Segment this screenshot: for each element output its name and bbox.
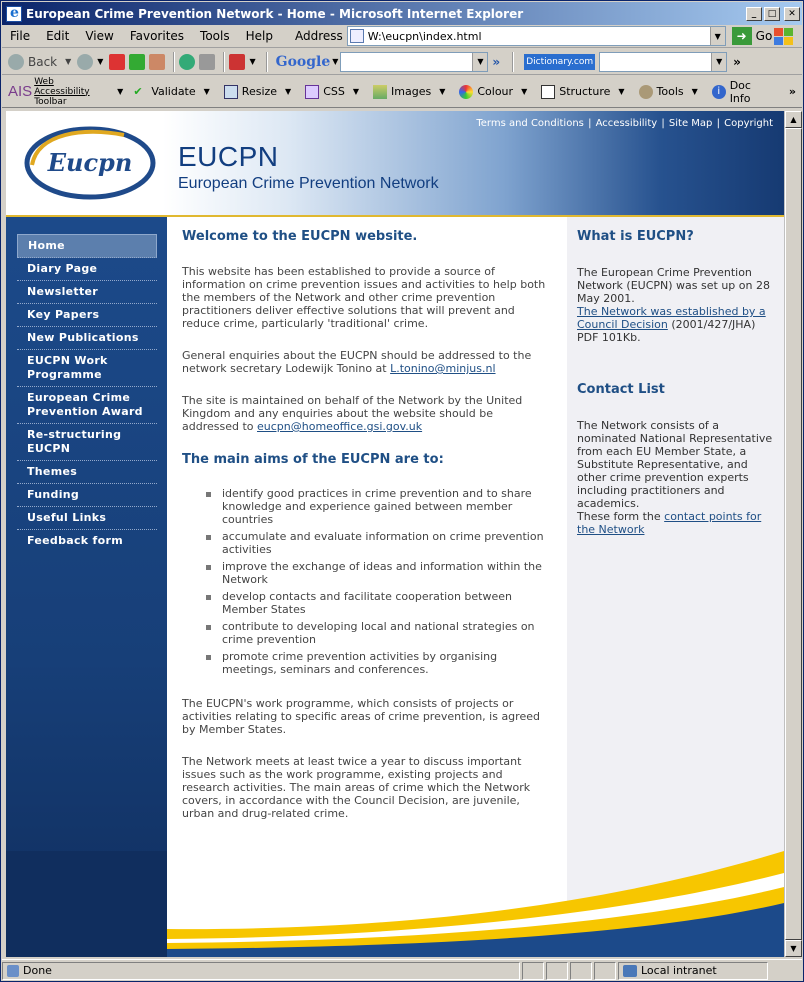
contact-paragraph: The Network consists of a nominated National Representative from each EU Member State, a Substitute Representative, and other crime prevention experts including practitioners and academics. These form the contact points for the Network: [577, 419, 773, 536]
back-label: Back: [28, 54, 58, 69]
structure-icon: [541, 85, 555, 99]
ais-logo-group[interactable]: AIS Web Accessibility Toolbar ▼: [8, 76, 124, 107]
eucpn-logo[interactable]: [24, 125, 156, 201]
ie-icon: [6, 6, 22, 22]
edit-icon[interactable]: [229, 54, 245, 70]
address-dropdown-icon[interactable]: ▼: [710, 27, 725, 45]
site-acronym: EUCPN: [178, 141, 279, 172]
docinfo-menu[interactable]: i Doc Info: [712, 79, 775, 105]
dictionary-search-input[interactable]: ▼: [599, 52, 727, 72]
page-done-icon: [7, 965, 19, 977]
council-decision-link[interactable]: The Network was established by a Council Decision: [577, 305, 766, 331]
dictionary-logo[interactable]: Dictionary.com: [524, 54, 595, 70]
site-header: [6, 111, 784, 215]
go-arrow-icon: ➜: [732, 27, 752, 45]
css-menu[interactable]: CSS ▼: [305, 85, 359, 99]
maintenance-paragraph: The site is maintained on behalf of the Network by the United Kingdom and any enquiries about the website should be addressed to eucpn@homeoffice.gsi.gov.uk: [182, 394, 523, 433]
palette-icon: [459, 85, 473, 99]
footer-swoosh: [6, 851, 784, 957]
logo-text: Eucpn: [47, 148, 133, 177]
standard-toolbar: Back ▼ ▼ ▼ Google ▼ ▼ » Dictionary.com ▼ »: [2, 49, 802, 75]
site-name: European Crime Prevention Network: [178, 175, 439, 192]
list-item: improve the exchange of ideas and information within the Network: [206, 560, 552, 586]
list-item: promote crime prevention activities by organising meetings, seminars and conferences.: [206, 650, 552, 676]
secretary-email-link[interactable]: L.tonino@minjus.nl: [390, 362, 496, 375]
nav-item-restructuring[interactable]: Re-structuring EUCPN: [17, 424, 157, 461]
aims-heading: The main aims of the EUCPN are to:: [182, 452, 444, 467]
scroll-down-button[interactable]: ▼: [785, 940, 802, 957]
status-bar: [2, 959, 802, 981]
stop-icon[interactable]: [109, 54, 125, 70]
page-viewport: [6, 111, 784, 957]
google-logo[interactable]: Google: [275, 53, 331, 70]
menu-view[interactable]: View: [85, 29, 114, 43]
colour-menu[interactable]: Colour ▼: [459, 85, 527, 99]
back-arrow-icon: [8, 54, 24, 70]
list-item: contribute to developing local and national strategies on crime prevention: [206, 620, 552, 646]
menu-file[interactable]: File: [10, 29, 31, 43]
print-icon[interactable]: [199, 54, 215, 70]
resize-menu[interactable]: Resize ▼: [224, 85, 291, 99]
history-icon[interactable]: [179, 54, 195, 70]
go-label: Go: [755, 29, 773, 43]
what-heading: What is EUCPN?: [577, 229, 694, 244]
go-button[interactable]: [732, 27, 773, 45]
ais-name-line2: Toolbar: [34, 96, 67, 107]
forward-arrow-icon[interactable]: [77, 54, 93, 70]
nav-item-new-publications[interactable]: New Publications: [17, 327, 157, 350]
scroll-thumb[interactable]: [785, 128, 802, 940]
title-bar: [2, 2, 802, 25]
css-icon: [305, 85, 319, 99]
nav-item-work-programme[interactable]: EUCPN Work Programme: [17, 350, 157, 387]
scroll-up-button[interactable]: ▲: [785, 111, 802, 128]
copyright-link[interactable]: Copyright: [724, 118, 773, 129]
windows-logo-icon: [772, 26, 794, 46]
site-brand: [178, 141, 439, 193]
list-item: develop contacts and facilitate cooperation between Member States: [206, 590, 552, 616]
meetings-paragraph: The Network meets at least twice a year to discuss important issues such as the work programme, existing projects and research activities. The main areas of crime which the Network covers, in accordance with the Council Decision, are juvenile, urban and drug-related crime.: [182, 755, 531, 820]
home-icon[interactable]: [149, 54, 165, 70]
list-item: identify good practices in crime prevention and to share knowledge and experience gained between member countries: [206, 487, 552, 526]
nav-item-funding[interactable]: Funding: [17, 484, 157, 507]
sidebar: [6, 217, 167, 957]
nav-item-feedback-form[interactable]: Feedback form: [27, 534, 123, 547]
refresh-icon[interactable]: [129, 54, 145, 70]
images-menu[interactable]: Images ▼: [373, 85, 445, 99]
nav-item-prevention-award[interactable]: European Crime Prevention Award: [17, 387, 157, 424]
intro-paragraph: This website has been established to provide a source of information on crime prevention issues and activities to help both the members of the Network and other crime prevention practitioners deliver effective solutions that will prevent and reduce crime, particularly 'traditional' crime.: [182, 265, 546, 330]
nav-item-useful-links[interactable]: Useful Links: [17, 507, 157, 530]
accessibility-link[interactable]: Accessibility: [595, 118, 658, 129]
back-button[interactable]: Back ▼: [8, 54, 71, 70]
sitemap-link[interactable]: Site Map: [668, 118, 713, 129]
nav-menu: [17, 234, 157, 552]
structure-menu[interactable]: Structure ▼: [541, 85, 624, 99]
intranet-icon: [623, 965, 637, 977]
nav-item-diary-page[interactable]: Diary Page: [17, 258, 157, 281]
ais-logo: AIS: [8, 83, 33, 100]
address-input[interactable]: W:\eucpn\index.html: [367, 29, 482, 43]
contact-heading: Contact List: [577, 382, 665, 397]
vertical-scrollbar[interactable]: [784, 111, 801, 957]
google-search-input[interactable]: ▼: [340, 52, 488, 72]
programme-paragraph: The EUCPN's work programme, which consists of projects or activities relating to specific areas of crime prevention, is agreed by Member States.: [182, 697, 540, 736]
what-paragraph: The European Crime Prevention Network (EUCPN) was set up on 28 May 2001. The Network was established by a Council Decision (2001/427/JHA) PDF 101Kb.: [577, 266, 770, 344]
address-label: Address: [294, 29, 343, 43]
nav-item-newsletter[interactable]: Newsletter: [17, 281, 157, 304]
window-title: European Crime Prevention Network - Home - Microsoft Internet Explorer: [26, 6, 524, 21]
menu-edit[interactable]: Edit: [46, 29, 70, 43]
validate-menu[interactable]: ✔ Validate ▼: [133, 84, 210, 98]
aims-list: [182, 487, 552, 676]
tools-icon: [639, 85, 653, 99]
check-icon: ✔: [133, 84, 143, 98]
website-email-link[interactable]: eucpn@homeoffice.gsi.gov.uk: [257, 420, 423, 433]
address-bar[interactable]: [347, 26, 726, 46]
terms-link[interactable]: Terms and Conditions: [476, 118, 584, 129]
menu-tools[interactable]: Tools: [200, 29, 230, 43]
ais-name-line1: Web Accessibility: [34, 76, 90, 97]
tools-menu[interactable]: Tools ▼: [639, 85, 698, 99]
images-icon: [373, 85, 387, 99]
main-content: [167, 217, 567, 957]
nav-item-key-papers[interactable]: Key Papers: [17, 304, 157, 327]
zone-indicator: Local intranet: [618, 962, 768, 980]
minimize-button[interactable]: _: [746, 7, 762, 21]
right-column: [567, 217, 784, 957]
menu-bar: [2, 25, 802, 48]
welcome-heading: Welcome to the EUCPN website.: [182, 229, 418, 244]
nav-item-home[interactable]: Home: [17, 234, 157, 258]
ais-toolbar: AIS Web Accessibility Toolbar ▼ ✔ Validate ▼ Resize ▼ CSS ▼ Images ▼ Colour ▼ Structure ▼ Tools ▼ i Doc Info »: [2, 76, 802, 108]
list-item: accumulate and evaluate information on crime prevention activities: [206, 530, 552, 556]
info-icon: i: [712, 85, 726, 99]
maximize-button[interactable]: □: [764, 7, 780, 21]
contact-points-link[interactable]: contact points for the Network: [577, 510, 762, 536]
nav-item-themes[interactable]: Themes: [17, 461, 157, 484]
utility-links: Terms and Conditions | Accessibility | Site Map | Copyright: [476, 118, 773, 129]
status-text: Done: [2, 962, 520, 980]
page-icon: [350, 29, 364, 43]
menu-help[interactable]: Help: [245, 29, 273, 43]
close-button[interactable]: ✕: [784, 7, 800, 21]
enquiries-paragraph: General enquiries about the EUCPN should be addressed to the network secretary Lodewijk Tonino at L.tonino@minjus.nl: [182, 349, 532, 375]
resize-icon: [224, 85, 238, 99]
menu-favorites[interactable]: Favorites: [129, 29, 185, 43]
